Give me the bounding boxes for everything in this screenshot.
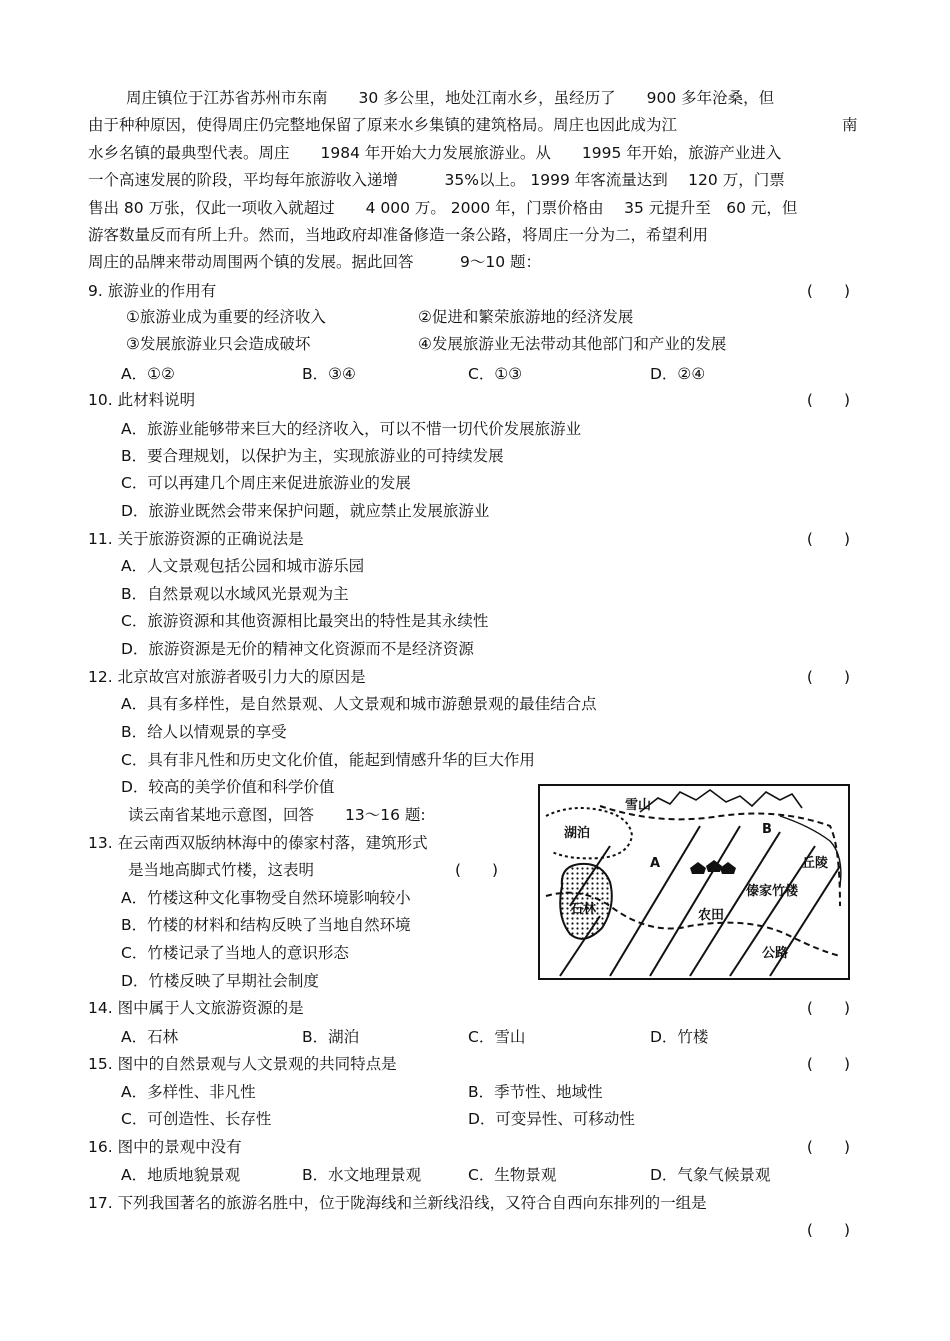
- passage-line-5: 售出 80 万张，仅此一项收入就超过 4 000 万。 2000 年，门票价格由 35 元提升至 60 元，但: [88, 199, 798, 217]
- q15-option-d[interactable]: D．可变异性、可移动性: [468, 1110, 635, 1128]
- q13-stem-line-2: 是当地高脚式竹楼，这表明: [128, 861, 315, 879]
- q14-stem: 14. 图中属于人文旅游资源的是: [88, 999, 304, 1017]
- yunnan-map-figure: [538, 784, 850, 980]
- q15-answer-bracket[interactable]: ( ): [806, 1055, 850, 1073]
- q12-option-b[interactable]: B．给人以情观景的享受: [121, 723, 287, 741]
- q12-option-a[interactable]: A．具有多样性，是自然景观、人文景观和城市游憩景观的最佳结合点: [121, 695, 597, 713]
- q9-option-c[interactable]: C．①③: [468, 365, 523, 383]
- q12-option-d[interactable]: D．较高的美学价值和科学价值: [121, 778, 335, 796]
- q15-stem: 15. 图中的自然景观与人文景观的共同特点是: [88, 1055, 397, 1073]
- passage-line-2: 由于种种原因，使得周庄仍完整地保留了原来水乡集镇的建筑格局。周庄也因此成为江: [88, 116, 678, 134]
- q13-answer-bracket[interactable]: ( ): [455, 861, 499, 879]
- map-label-a: A: [650, 856, 661, 871]
- q11-answer-bracket[interactable]: ( ): [806, 530, 850, 548]
- q16-option-a[interactable]: A．地质地貌景观: [121, 1166, 241, 1184]
- dai-village-houses: [690, 860, 736, 874]
- map-label-farmland: 农田: [698, 908, 725, 923]
- q15-option-a[interactable]: A．多样性、非凡性: [121, 1083, 256, 1101]
- q11-option-c[interactable]: C．旅游资源和其他资源相比最突出的特性是其永续性: [121, 612, 489, 630]
- q14-option-d[interactable]: D．竹楼: [650, 1028, 709, 1046]
- q10-stem: 10. 此材料说明: [88, 391, 196, 409]
- q16-stem: 16. 图中的景观中没有: [88, 1138, 242, 1156]
- q9-statement-3: ③发展旅游业只会造成破坏: [126, 335, 311, 353]
- q17-stem: 17. 下列我国著名的旅游名胜中，位于陇海线和兰新线沿线，又符合自西向东排列的一组是: [88, 1194, 707, 1212]
- q11-option-d[interactable]: D．旅游资源是无价的精神文化资源而不是经济资源: [121, 640, 474, 658]
- q13-option-d[interactable]: D．竹楼反映了早期社会制度: [121, 972, 319, 990]
- map-label-road: 公路: [762, 946, 789, 961]
- q9-option-a[interactable]: A．①②: [121, 365, 175, 383]
- q10-option-d[interactable]: D．旅游业既然会带来保护问题，就应禁止发展旅游业: [121, 502, 490, 520]
- q9-option-d[interactable]: D．②④: [650, 365, 706, 383]
- passage-line-4: 一个高速发展的阶段，平均每年旅游收入递增 35%以上。 1999 年客流量达到 120 万，门票: [88, 171, 785, 189]
- q12-answer-bracket[interactable]: ( ): [806, 668, 850, 686]
- q9-statement-1: ①旅游业成为重要的经济收入: [126, 308, 326, 326]
- q12-stem: 12. 北京故宫对旅游者吸引力大的原因是: [88, 668, 366, 686]
- q17-answer-bracket[interactable]: ( ): [806, 1221, 850, 1239]
- q9-statement-2: ②促进和繁荣旅游地的经济发展: [418, 308, 634, 326]
- q9-stem: 9. 旅游业的作用有: [88, 282, 217, 300]
- q9-answer-bracket[interactable]: ( ): [806, 282, 850, 300]
- q14-option-c[interactable]: C．雪山: [468, 1028, 526, 1046]
- map-label-dai-village: 傣家竹楼: [746, 884, 799, 899]
- map-drawing: [540, 786, 848, 978]
- map-label-snow-mountain: 雪山: [625, 798, 652, 813]
- q12-option-c[interactable]: C．具有非凡性和历史文化价值，能起到情感升华的巨大作用: [121, 751, 535, 769]
- q13-option-a[interactable]: A．竹楼这种文化事物受自然环境影响较小: [121, 889, 411, 907]
- q16-option-b[interactable]: B．水文地理景观: [302, 1166, 422, 1184]
- passage-line-1: 周庄镇位于江苏省苏州市东南 30 多公里，地处江南水乡，虽经历了 900 多年沧桑，但: [126, 89, 775, 107]
- q14-option-b[interactable]: B．湖泊: [302, 1028, 360, 1046]
- snow-mountain-outline: [640, 790, 802, 812]
- q11-option-b[interactable]: B．自然景观以水域风光景观为主: [121, 585, 349, 603]
- q13-stem-line-1: 13. 在云南西双版纳林海中的傣家村落，建筑形式: [88, 834, 428, 852]
- q14-answer-bracket[interactable]: ( ): [806, 999, 850, 1017]
- q16-answer-bracket[interactable]: ( ): [806, 1138, 850, 1156]
- passage-line-2-end: 南: [842, 116, 858, 134]
- q15-option-b[interactable]: B．季节性、地域性: [468, 1083, 603, 1101]
- q11-stem: 11. 关于旅游资源的正确说法是: [88, 530, 304, 548]
- q10-option-a[interactable]: A．旅游业能够带来巨大的经济收入，可以不惜一切代价发展旅游业: [121, 420, 582, 438]
- q9-option-b[interactable]: B．③④: [302, 365, 356, 383]
- map-question-intro: 读云南省某地示意图，回答 13～16 题:: [128, 806, 426, 824]
- map-label-b: B: [762, 822, 772, 837]
- q15-option-c[interactable]: C．可创造性、长存性: [121, 1110, 272, 1128]
- passage-line-6: 游客数量反而有所上升。然而，当地政府却准备修造一条公路，将周庄一分为二，希望利用: [88, 226, 709, 244]
- q9-statement-4: ④发展旅游业无法带动其他部门和产业的发展: [418, 335, 727, 353]
- passage-line-3: 水乡名镇的最典型代表。周庄 1984 年开始大力发展旅游业。从 1995 年开始，旅游产业进入: [88, 144, 782, 162]
- map-label-stone-forest: 石林: [570, 902, 597, 917]
- map-label-hill: 丘陵: [802, 856, 829, 871]
- q10-option-b[interactable]: B．要合理规划，以保护为主，实现旅游业的可持续发展: [121, 447, 504, 465]
- q10-option-c[interactable]: C．可以再建几个周庄来促进旅游业的发展: [121, 474, 411, 492]
- passage-line-7: 周庄的品牌来带动周围两个镇的发展。据此回答 9～10 题：: [88, 253, 542, 271]
- q10-answer-bracket[interactable]: ( ): [806, 391, 850, 409]
- q13-option-b[interactable]: B．竹楼的材料和结构反映了当地自然环境: [121, 916, 411, 934]
- hill-outline: [780, 816, 841, 886]
- q13-option-c[interactable]: C．竹楼记录了当地人的意识形态: [121, 944, 349, 962]
- q16-option-c[interactable]: C．生物景观: [468, 1166, 557, 1184]
- q16-option-d[interactable]: D．气象气候景观: [650, 1166, 771, 1184]
- q11-option-a[interactable]: A．人文景观包括公园和城市游乐园: [121, 557, 365, 575]
- q14-option-a[interactable]: A．石林: [121, 1028, 179, 1046]
- map-label-lake: 湖泊: [564, 826, 591, 841]
